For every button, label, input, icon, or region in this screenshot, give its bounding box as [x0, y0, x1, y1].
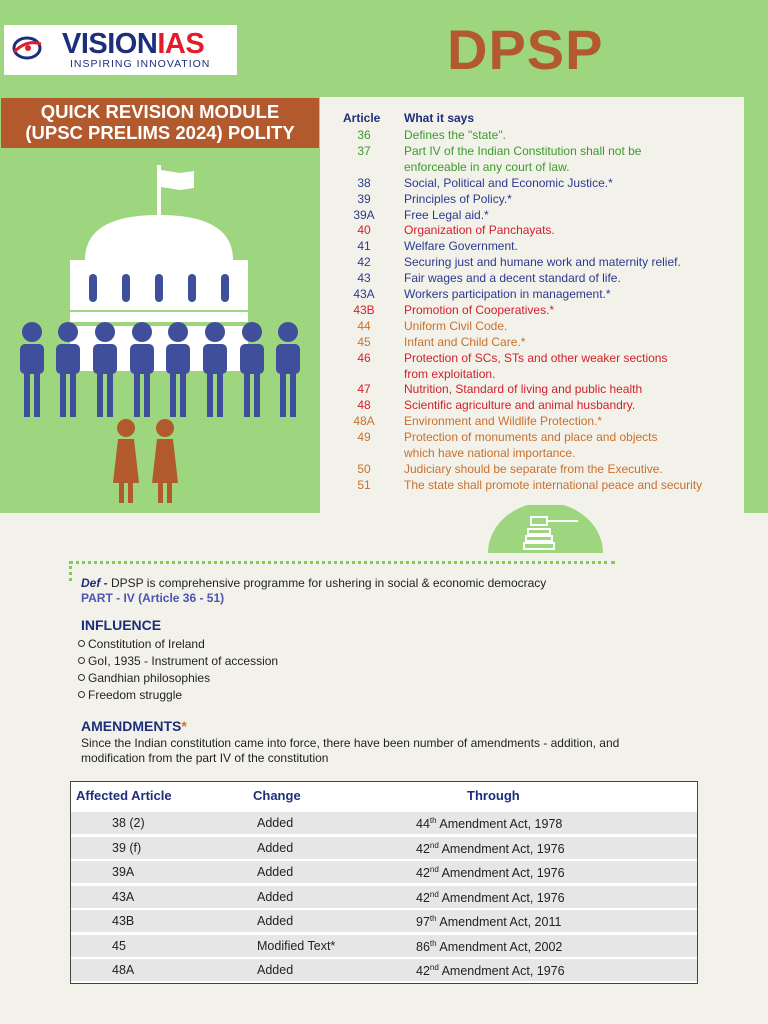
article-description: Scientific agriculture and animal husbandry. [404, 398, 636, 413]
right-accent-strip [744, 97, 768, 513]
article-description: which have national importance. [404, 446, 576, 460]
bullet-icon [78, 657, 85, 664]
cell-change: Added [257, 840, 294, 855]
women-icons [113, 419, 178, 503]
article-description: Environment and Wildlife Protection.* [404, 414, 603, 429]
logo-swoosh-icon [12, 35, 42, 61]
table-row [71, 885, 697, 908]
article-description: Securing just and humane work and maternity relief. [404, 255, 681, 270]
article-number: 50 [357, 461, 371, 476]
article-number: 40 [357, 223, 371, 238]
cell-through: 42nd Amendment Act, 1976 [416, 963, 565, 979]
article-number: 46 [357, 350, 371, 365]
flag-icon [161, 170, 194, 190]
influence-item: Constitution of Ireland [78, 637, 205, 651]
article-number: 39A [353, 207, 375, 222]
article-description: Infant and Child Care.* [404, 334, 526, 349]
cell-through: 42nd Amendment Act, 1976 [416, 865, 565, 881]
col-affected-article: Affected Article [76, 788, 172, 803]
article-description: Protection of monuments and place and objects [404, 430, 658, 445]
table-row [71, 958, 697, 981]
table-row [71, 909, 697, 932]
table-row [71, 934, 697, 957]
visionias-logo [4, 25, 237, 75]
cell-through: 42nd Amendment Act, 1976 [416, 889, 565, 905]
table-row [71, 811, 697, 834]
article-number: 45 [357, 334, 371, 349]
article-description: Defines the "state". [404, 128, 506, 142]
article-description: Free Legal aid.* [404, 207, 489, 222]
cell-article: 39 (f) [112, 840, 142, 855]
cell-change: Added [257, 865, 294, 879]
article-number: 36 [357, 128, 371, 142]
cell-article: 48A [112, 963, 135, 977]
col-change: Change [253, 788, 301, 803]
gavel-icon [488, 505, 603, 553]
influence-heading: INFLUENCE [81, 617, 162, 633]
cell-article: 43B [112, 914, 135, 928]
article-number: 38 [357, 175, 371, 190]
col-through: Through [467, 788, 520, 803]
cell-change: Added [257, 889, 294, 904]
influence-item: Gandhian philosophies [78, 671, 210, 685]
cell-through: 86th Amendment Act, 2002 [416, 938, 563, 954]
page-title: DPSP [447, 18, 604, 81]
cell-article: 38 (2) [112, 816, 145, 830]
bullet-icon [78, 674, 85, 681]
cell-change: Added [257, 816, 294, 830]
cell-article: 43A [112, 889, 135, 904]
article-description: from exploitation. [404, 366, 496, 381]
article-number: 43A [353, 287, 375, 301]
article-number: 43 [357, 271, 371, 286]
article-description: The state shall promote international peace and security [404, 477, 703, 492]
cell-through: 42nd Amendment Act, 1976 [416, 840, 565, 856]
article-description: Workers participation in management.* [404, 287, 611, 301]
what-it-says-column-header: What it says [404, 111, 475, 125]
cell-change: Added [257, 963, 294, 977]
module-line-2: (UPSC PRELIMS 2024) POLITY [25, 122, 295, 143]
article-number: 47 [357, 382, 371, 397]
cell-through: 97th Amendment Act, 2011 [416, 914, 562, 930]
article-number: 48A [353, 414, 375, 429]
cell-article: 39A [112, 865, 135, 879]
article-description: Uniform Civil Code. [404, 318, 508, 333]
article-number: 42 [357, 255, 371, 270]
parliament-people-illustration [10, 160, 310, 510]
bullet-icon [78, 691, 85, 698]
amendments-table [70, 781, 698, 984]
article-description: enforceable in any court of law. [404, 159, 570, 174]
logo-wordmark: VISIONIAS [62, 28, 205, 60]
table-header [71, 782, 697, 810]
cell-through: 44th Amendment Act, 1978 [416, 816, 563, 832]
article-column-header: Article [343, 111, 381, 125]
influence-item: Freedom struggle [78, 688, 182, 702]
article-number: 39 [357, 191, 371, 206]
article-number: 51 [357, 477, 371, 492]
table-row [71, 860, 697, 883]
cell-change: Added [257, 914, 294, 928]
dome-icon [85, 215, 233, 260]
article-description: Judiciary should be separate from the Executive. [404, 461, 663, 476]
article-number: 49 [357, 430, 371, 445]
amendments-intro: Since the Indian constitution came into force, there have been number of amendments - addition, and modification from the part IV of the constitution [81, 736, 620, 765]
bullet-icon [78, 640, 85, 647]
article-description: Principles of Policy.* [404, 191, 512, 206]
article-description: Welfare Government. [404, 239, 518, 254]
amendments-heading: AMENDMENTS* [81, 718, 187, 734]
article-description: Nutrition, Standard of living and public health [404, 382, 643, 397]
cell-change: Modified Text* [257, 938, 336, 953]
module-line-1: QUICK REVISION MODULE [40, 101, 280, 122]
divider-dotted-horizontal [69, 561, 615, 564]
influence-item: GoI, 1935 - Instrument of accession [78, 654, 278, 668]
article-description: Organization of Panchayats. [404, 223, 555, 238]
article-number: 44 [357, 318, 371, 333]
article-number: 41 [357, 239, 371, 254]
module-banner [1, 98, 319, 148]
logo-tagline: INSPIRING INNOVATION [70, 58, 211, 70]
article-number: 37 [357, 143, 371, 158]
divider-dotted [69, 561, 72, 581]
article-description: Part IV of the Indian Constitution shall not be [404, 143, 642, 158]
article-number: 43B [353, 302, 375, 317]
cell-article: 45 [112, 938, 126, 953]
article-description: Protection of SCs, STs and other weaker sections [404, 350, 668, 365]
definition-text: Def - DPSP is comprehensive programme for ushering in social & economic democracy [81, 576, 547, 590]
article-number: 48 [357, 398, 371, 413]
article-description: Fair wages and a decent standard of life. [404, 271, 621, 286]
part-range: PART - IV (Article 36 - 51) [81, 591, 225, 605]
article-description: Promotion of Cooperatives.* [404, 302, 555, 317]
table-row [71, 836, 697, 859]
article-description: Social, Political and Economic Justice.* [404, 175, 613, 190]
